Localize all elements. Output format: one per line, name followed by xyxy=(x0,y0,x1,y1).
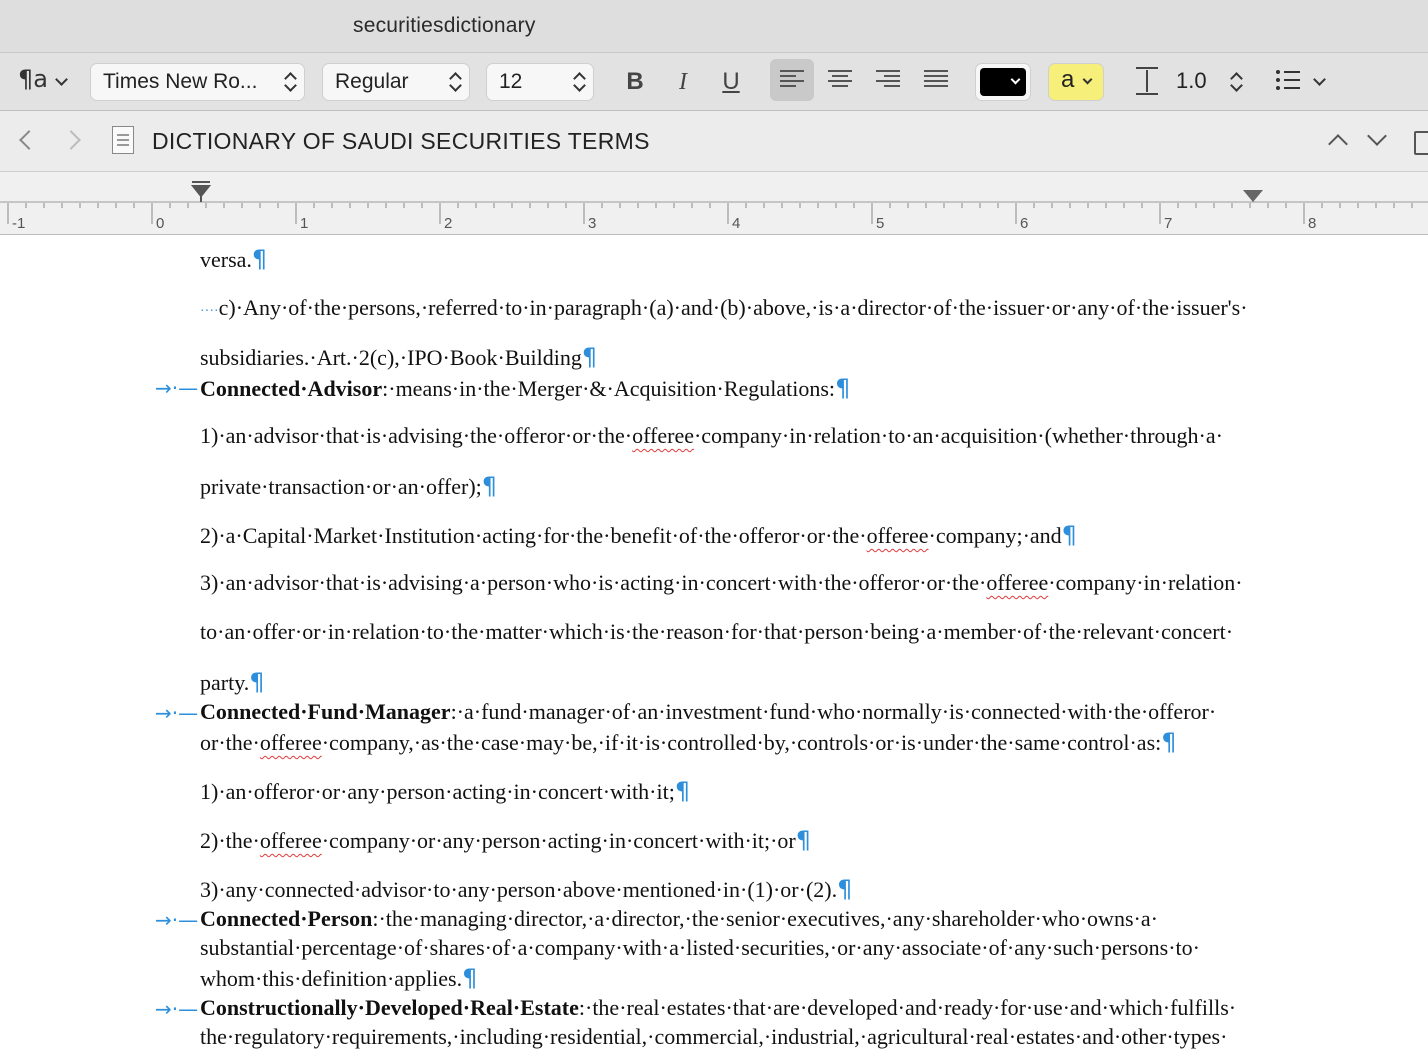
term-heading: Constructionally·Developed·Real·Estate xyxy=(200,995,579,1020)
tab-arrow-icon: →·— xyxy=(155,908,199,932)
ruler-label: 2 xyxy=(444,215,453,232)
text-run: ·company·in·relation·to·an·acquisition·(whether·through·a· xyxy=(693,423,1223,448)
definition-line xyxy=(200,995,1236,1021)
misspelled-word[interactable]: offeree xyxy=(259,828,322,853)
text-color-well[interactable] xyxy=(976,64,1030,100)
window-title: securitiesdictionary xyxy=(353,14,536,37)
text-run: 2)·the· xyxy=(200,828,260,853)
text-run: versa. xyxy=(200,247,252,272)
text-run: ·company·or·any·person·acting·in·concert·with·it;·or xyxy=(321,828,796,853)
window-title-bar xyxy=(0,0,1428,53)
document-nav-bar xyxy=(0,111,1428,172)
list-style-button[interactable] xyxy=(1274,66,1334,98)
pilcrow-mark: ¶ xyxy=(249,668,265,696)
misspelled-word[interactable]: offeree xyxy=(259,730,322,755)
back-chevron-icon[interactable] xyxy=(19,130,39,150)
text-run: the·regulatory·requirements,·including·residential,·commercial,·industrial,·agricultural·real·estates·and·other·types· xyxy=(200,1024,1228,1049)
font-style-value: Regular xyxy=(335,70,409,93)
pilcrow-mark: ¶ xyxy=(837,875,853,903)
definition-line xyxy=(200,906,1158,932)
pilcrow-mark: ¶ xyxy=(251,245,268,273)
document-icon xyxy=(112,126,134,154)
misspelled-word[interactable]: offeree xyxy=(986,570,1049,595)
text-line xyxy=(200,521,1077,549)
highlight-label: a xyxy=(1061,66,1075,93)
text-run: ·company,·as·the·case·may·be,·if·it·is·controlled·by,·controls·or·is·under·the·same·control·as: xyxy=(321,730,1162,755)
text-run: ·company·in·relation· xyxy=(1048,570,1243,595)
align-left-icon xyxy=(780,70,804,90)
chevron-down-icon xyxy=(55,73,68,86)
up-down-chevron-icon xyxy=(449,72,461,92)
line-spacing-value: 1.0 xyxy=(1176,68,1207,93)
text-line xyxy=(200,668,265,696)
pilcrow-mark: ¶ xyxy=(674,777,691,805)
text-line xyxy=(200,472,497,500)
text-run: 1)·an·advisor·that·is·advising·the·offeror·or·the· xyxy=(200,423,633,448)
justify-button[interactable] xyxy=(924,70,948,90)
text-run: or·the· xyxy=(200,730,260,755)
right-margin-marker[interactable] xyxy=(1243,190,1263,202)
text-line xyxy=(200,875,852,903)
ruler-label: 7 xyxy=(1164,215,1173,232)
ruler-graphic xyxy=(0,172,1428,234)
paragraph-style-icon: ¶a xyxy=(18,65,48,93)
text-line xyxy=(200,570,1243,596)
chevron-down-icon xyxy=(1083,75,1093,85)
term-heading: Connected·Fund·Manager xyxy=(200,699,451,724)
ruler-label: -1 xyxy=(12,215,26,232)
text-line xyxy=(200,1024,1227,1050)
text-line xyxy=(200,826,811,854)
text-line xyxy=(200,245,267,273)
text-run: whom·this·definition·applies. xyxy=(200,966,463,991)
up-down-chevron-icon xyxy=(573,72,585,92)
term-heading: Connected·Advisor xyxy=(200,376,383,401)
font-style-select[interactable] xyxy=(323,64,469,100)
up-down-chevron-icon xyxy=(284,72,296,92)
tab-arrow-icon: →·— xyxy=(155,997,199,1021)
text-color-swatch xyxy=(980,68,1026,96)
pilcrow-mark: ¶ xyxy=(581,343,598,371)
text-line xyxy=(200,777,690,805)
scroll-down-chevron-icon[interactable] xyxy=(1367,126,1387,146)
text-line xyxy=(200,935,1200,961)
text-run: to·an·offer·or·in·relation·to·the·matter·which·is·the·reason·for·that·person·being·a·member·of·the·relevant·concert· xyxy=(200,619,1234,644)
font-size-select[interactable] xyxy=(487,64,593,100)
text-run: 3)·any·connected·advisor·to·any·person·above·mentioned·in·(1)·or·(2). xyxy=(200,877,838,902)
font-size-value: 12 xyxy=(499,70,523,93)
ruler-label: 6 xyxy=(1020,215,1029,232)
text-run: party. xyxy=(200,670,250,695)
misspelled-word[interactable]: offeree xyxy=(866,523,929,548)
document-title: DICTIONARY OF SAUDI SECURITIES TERMS xyxy=(152,128,650,154)
space-markers: ···· xyxy=(200,304,219,319)
forward-chevron-icon[interactable] xyxy=(61,130,81,150)
document-body[interactable] xyxy=(0,235,1428,1058)
align-center-button[interactable] xyxy=(828,70,852,90)
text-run: :·means·in·the·Merger·&·Acquisition·Regulations: xyxy=(382,376,836,401)
text-line xyxy=(200,343,597,371)
ruler-label: 4 xyxy=(732,215,741,232)
bullet-list-icon xyxy=(1276,70,1302,94)
highlight-color-well[interactable] xyxy=(1049,64,1103,100)
text-run: ·company;·and xyxy=(928,523,1062,548)
text-run: 1)·an·offeror·or·any·person·acting·in·concert·with·it; xyxy=(200,779,675,804)
font-family-value: Times New Ro... xyxy=(103,70,258,93)
text-run: subsidiaries.·Art.·2(c),·IPO·Book·Building xyxy=(200,345,582,370)
ruler-label: 3 xyxy=(588,215,597,232)
font-family-select[interactable] xyxy=(91,64,304,100)
definition-line xyxy=(200,699,1216,725)
paragraph-style-button[interactable] xyxy=(16,65,74,99)
pilcrow-mark: ¶ xyxy=(1061,521,1077,549)
definition-line xyxy=(200,374,850,402)
tab-arrow-icon: →·— xyxy=(155,376,199,400)
pilcrow-mark: ¶ xyxy=(835,374,851,402)
text-line xyxy=(200,964,477,992)
pilcrow-mark: ¶ xyxy=(1161,728,1177,756)
text-run: :·the·managing·director,·a·director,·the·senior·executives,·any·shareholder·who·owns·a· xyxy=(372,906,1158,931)
sidebar-toggle-icon[interactable] xyxy=(1414,131,1428,155)
text-line xyxy=(200,423,1223,449)
scroll-up-chevron-icon[interactable] xyxy=(1328,134,1348,154)
text-line xyxy=(200,619,1233,645)
pilcrow-mark: ¶ xyxy=(795,826,812,854)
text-line xyxy=(200,728,1177,756)
text-line xyxy=(200,295,1248,321)
underline-button[interactable]: U xyxy=(722,68,740,95)
text-run: :·a·fund·manager·of·an·investment·fund·who·normally·is·connected·with·the·offeror· xyxy=(450,699,1217,724)
pilcrow-mark: ¶ xyxy=(481,472,498,500)
bold-button[interactable]: B xyxy=(626,68,644,95)
indent-marker[interactable] xyxy=(192,182,210,202)
ruler-label: 1 xyxy=(300,215,309,232)
up-down-chevron-icon xyxy=(1230,72,1242,92)
text-run: c)·Any·of·the·persons,·referred·to·in·paragraph·(a)·and·(b)·above,·is·a·director·of·the·issuer·or·any·of·the·issuer's· xyxy=(218,295,1248,320)
term-heading: Connected·Person xyxy=(200,906,373,931)
ruler[interactable] xyxy=(0,172,1428,235)
misspelled-word[interactable]: offeree xyxy=(632,423,694,448)
line-spacing-icon xyxy=(1136,67,1158,95)
text-run: 2)·a·Capital·Market·Institution·acting·for·the·benefit·of·the·offeror·or·the· xyxy=(200,523,867,548)
text-run: 3)·an·advisor·that·is·advising·a·person·who·is·acting·in·concert·with·the·offeror·or·the· xyxy=(200,570,987,595)
pilcrow-mark: ¶ xyxy=(462,964,478,992)
tab-arrow-icon: →·— xyxy=(155,701,199,725)
ruler-label: 5 xyxy=(876,215,885,232)
ruler-label: 8 xyxy=(1308,215,1317,232)
text-run: :·the·real·estates·that·are·developed·and·ready·for·use·and·which·fulfills· xyxy=(578,995,1237,1020)
align-right-button[interactable] xyxy=(876,70,900,90)
text-run: private·transaction·or·an·offer); xyxy=(200,474,482,499)
line-spacing-select[interactable] xyxy=(1164,64,1250,100)
text-run: substantial·percentage·of·shares·of·a·company·with·a·listed·securities,·or·any·associate·of·any·such·persons·to· xyxy=(200,935,1200,960)
chevron-down-icon xyxy=(1313,73,1326,86)
ruler-label: 0 xyxy=(156,215,165,232)
italic-button[interactable]: I xyxy=(679,69,687,95)
